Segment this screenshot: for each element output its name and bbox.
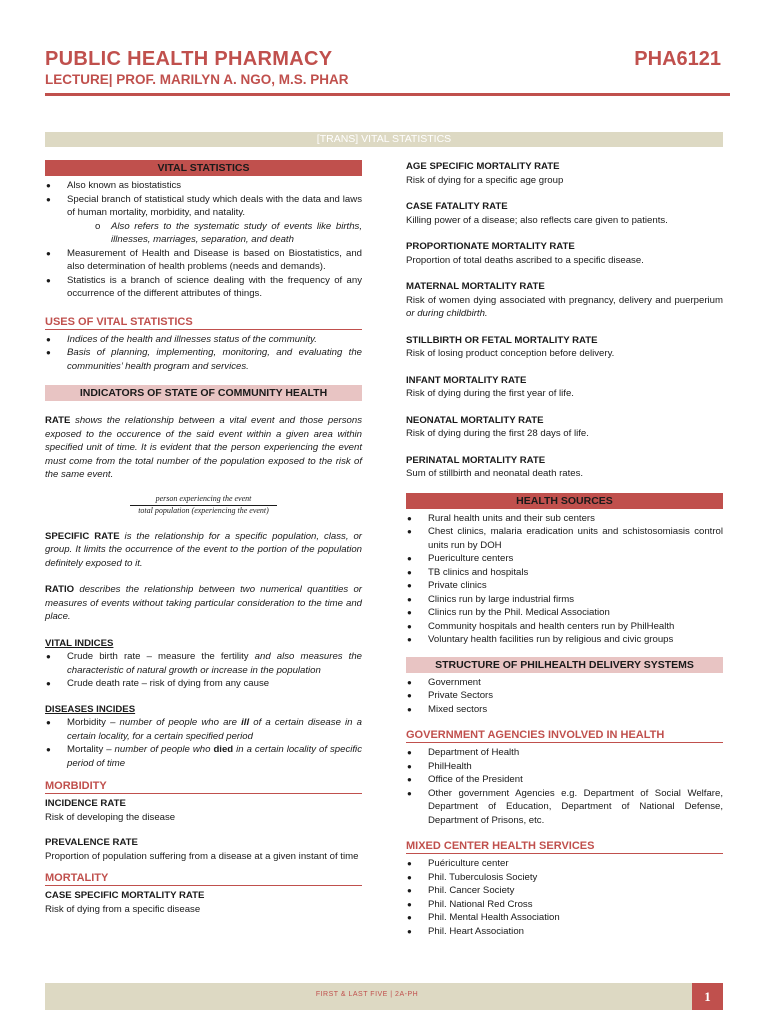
list-item: ● Phil. Heart Association: [406, 925, 723, 939]
rate-title: PROPORTIONATE MORTALITY RATE: [406, 241, 575, 252]
incidence-rate-title: INCIDENCE RATE: [45, 798, 126, 809]
heading-rule: [406, 742, 723, 743]
ratio-term: RATIO: [45, 584, 75, 595]
list-item: ● Other government Agencies e.g. Department of Social Welfare, Department of Education, Department of National Defense, Department of Prisons, etc.: [406, 787, 723, 828]
list-item: ● Puériculture center: [406, 857, 723, 871]
rate-title: MATERNAL MORTALITY RATE: [406, 281, 545, 292]
list-item: ● Clinics run by the Phil. Medical Association: [406, 606, 723, 620]
rate-definition: Sum of stillbirth and neonatal death rates.: [406, 468, 584, 479]
list-item: ● Department of Health: [406, 746, 723, 760]
list-item: ● Phil. Mental Health Association: [406, 911, 723, 925]
structure-heading: STRUCTURE OF PHILHEALTH DELIVERY SYSTEMS: [406, 657, 723, 673]
rate-entry: [406, 160, 723, 187]
list-item: ● Phil. Tuberculosis Society: [406, 871, 723, 885]
mortality-heading: MORTALITY: [45, 872, 109, 884]
rate-definition: shows the relationship between a vital event and those persons exposed to the occurence of the said event within a given area within specified unit of time. It is evident that the person experiencing the event must come from the total number of the population exposed to the risk of the same event.: [45, 415, 362, 480]
list-item: ● Community hospitals and health centers run by PhilHealth: [406, 620, 723, 634]
list-item: ● Clinics run by large industrial firms: [406, 593, 723, 607]
rate-formula: [45, 494, 362, 516]
incidence-rate-definition: Risk of developing the disease: [45, 811, 176, 823]
sub-list-item: o Also refers to the systematic study of events like births, illnesses, marriages, separation, and death: [93, 220, 362, 247]
document-title: PUBLIC HEALTH PHARMACY: [45, 48, 333, 70]
course-code: PHA6121: [634, 48, 721, 70]
specific-rate-definition: is the relationship for a specific population, class, or group. It limits the occurrence of the event to the portion of the population definitely exposed to it.: [45, 530, 362, 569]
list-item: ● TB clinics and hospitals: [406, 566, 723, 580]
list-item-text: Morbidity: [67, 717, 106, 728]
list-item: ● Phil. Cancer Society: [406, 884, 723, 898]
list-item-text: Mortality: [67, 744, 104, 755]
list-item: ● Basis of planning, implementing, monitoring, and evaluating the communities’ health program and services.: [45, 346, 362, 373]
rate-definition: Risk of dying for a specific age group: [406, 174, 564, 186]
rate-title: PERINATAL MORTALITY RATE: [406, 454, 546, 466]
list-item: ● Chest clinics, malaria eradication units and schistosomiasis control units run by DOH: [406, 525, 723, 552]
list-item: [45, 716, 362, 743]
rate-entry: [406, 374, 723, 401]
formula-numerator: person experiencing the event: [130, 494, 278, 506]
formula-denominator: total population (experiencing the event): [138, 505, 269, 515]
vital-statistics-heading: VITAL STATISTICS: [45, 160, 362, 176]
list-item: ● Puericulture centers: [406, 552, 723, 566]
diseases-incides-heading: DISEASES INCIDES: [45, 703, 136, 715]
ratio-paragraph: [45, 583, 362, 624]
indicators-heading: INDICATORS OF STATE OF COMMUNITY HEALTH: [45, 385, 362, 401]
rate-title: AGE SPECIFIC MORTALITY RATE: [406, 161, 560, 172]
rate-entry: [406, 280, 723, 321]
diseases-incides-list: [45, 716, 362, 770]
case-specific-mortality-definition: Risk of dying from a specific disease: [45, 903, 201, 915]
structure-list: [406, 676, 723, 717]
rate-definition: Risk of dying during the first 28 days of life.: [406, 428, 589, 439]
rate-paragraph: [45, 414, 362, 482]
mixed-center-list: [406, 857, 723, 938]
list-item: ● Crude death rate – risk of dying from any cause: [45, 677, 362, 691]
list-item-text: Special branch of statistical study which deals with the data and laws of human mortality, morbidity, and natality.: [67, 193, 362, 218]
rate-definition-text: or during childbirth.: [406, 308, 488, 319]
list-item-text: in a certain locality of specific period of time: [67, 744, 362, 769]
uses-list: [45, 333, 362, 374]
list-item: ● Statistics is a branch of science dealing with the frequency of any occurrence of the different attributes of things.: [45, 274, 362, 301]
heading-rule: [45, 793, 362, 794]
list-item: [45, 650, 362, 677]
rate-definition: [406, 294, 723, 321]
list-item: ● Rural health units and their sub centers: [406, 512, 723, 526]
list-item: [45, 193, 362, 247]
list-item-text: – number of people who: [103, 744, 214, 755]
rate-entry: [406, 454, 723, 481]
right-column: [406, 160, 723, 938]
rate-term: RATE: [45, 415, 71, 426]
rate-title: NEONATAL MORTALITY RATE: [406, 414, 544, 426]
specific-rate-term: SPECIFIC RATE: [45, 530, 120, 542]
lecturer-line: LECTURE| PROF. MARILYN A. NGO, M.S. PHAR: [45, 72, 349, 87]
prevalence-rate-title: PREVALENCE RATE: [45, 837, 138, 848]
list-item: [45, 743, 362, 770]
list-item: ● Private clinics: [406, 579, 723, 593]
rate-definition: Killing power of a disease; also reflects care given to patients.: [406, 214, 668, 226]
list-item-emphasis: ill: [241, 717, 250, 728]
vital-indices-list: [45, 650, 362, 691]
gov-agencies-heading: GOVERNMENT AGENCIES INVOLVED IN HEALTH: [406, 729, 665, 741]
list-item: ● Also known as biostatistics: [45, 179, 362, 193]
sub-list: [67, 220, 362, 247]
list-item-emphasis: died: [213, 744, 234, 755]
rate-title: STILLBIRTH OR FETAL MORTALITY RATE: [406, 334, 598, 346]
prevalence-rate-definition: Proportion of population suffering from a disease at a given instant of time: [45, 850, 359, 862]
list-item-text: Crude birth rate – measure the fertility: [67, 651, 255, 662]
rate-entry: [406, 334, 723, 361]
health-sources-list: [406, 512, 723, 647]
list-item: ● Government: [406, 676, 723, 690]
list-item: ● Mixed sectors: [406, 703, 723, 717]
rate-title: CASE FATALITY RATE: [406, 201, 508, 212]
heading-rule: [406, 853, 723, 854]
page-number: 1: [692, 983, 723, 1010]
health-sources-heading: HEALTH SOURCES: [406, 493, 723, 509]
gov-agencies-list: [406, 746, 723, 827]
list-item: ● Phil. National Red Cross: [406, 898, 723, 912]
ratio-definition: describes the relationship between two numerical quantities or measures of events without taking particular consideration to the time and place.: [45, 584, 362, 622]
list-item: ● Private Sectors: [406, 689, 723, 703]
mixed-center-heading: MIXED CENTER HEALTH SERVICES: [406, 840, 595, 852]
footer-bar: [45, 983, 723, 1010]
header-divider: [45, 93, 730, 96]
uses-heading: USES OF VITAL STATISTICS: [45, 315, 193, 328]
left-column: [45, 160, 362, 916]
specific-rate-paragraph: [45, 530, 362, 571]
list-item: ● Voluntary health facilities run by religious and civic groups: [406, 633, 723, 647]
rate-definition: Proportion of total deaths ascribed to a specific disease.: [406, 254, 644, 266]
rate-entry: [406, 200, 723, 227]
vital-statistics-list: [45, 179, 362, 301]
list-item: ● PhilHealth: [406, 760, 723, 774]
list-item: ● Measurement of Health and Disease is based on Biostatistics, and also determination of health problems (needs and demands).: [45, 247, 362, 274]
list-item: ● Office of the President: [406, 773, 723, 787]
footer-text: FIRST & LAST FIVE | 2A-PH: [315, 991, 419, 998]
list-item: ● Indices of the health and illnesses status of the community.: [45, 333, 362, 347]
rate-entry: [406, 240, 723, 267]
list-item-text: and also measures the characteristic of natural growth or increase in the population: [67, 651, 363, 676]
heading-rule: [45, 329, 362, 330]
rate-definition-text: Risk of women dying associated with pregnancy, delivery and puerperium: [406, 294, 723, 306]
case-specific-mortality-title: CASE SPECIFIC MORTALITY RATE: [45, 890, 205, 901]
rate-entry: [406, 414, 723, 441]
rate-definition: Risk of dying during the first year of life.: [406, 388, 574, 399]
list-item-text: – number of people who are: [105, 717, 242, 728]
vital-indices-heading: VITAL INDICES: [45, 637, 114, 649]
trans-title-bar: [TRANS] VITAL STATISTICS: [45, 132, 723, 147]
rate-definition: Risk of losing product conception before delivery.: [406, 348, 615, 359]
rate-title: INFANT MORTALITY RATE: [406, 374, 527, 386]
list-item-text: of a certain disease in a certain locality, for a certain specified period: [67, 717, 362, 742]
heading-rule: [45, 885, 362, 886]
morbidity-heading: MORBIDITY: [45, 780, 107, 792]
